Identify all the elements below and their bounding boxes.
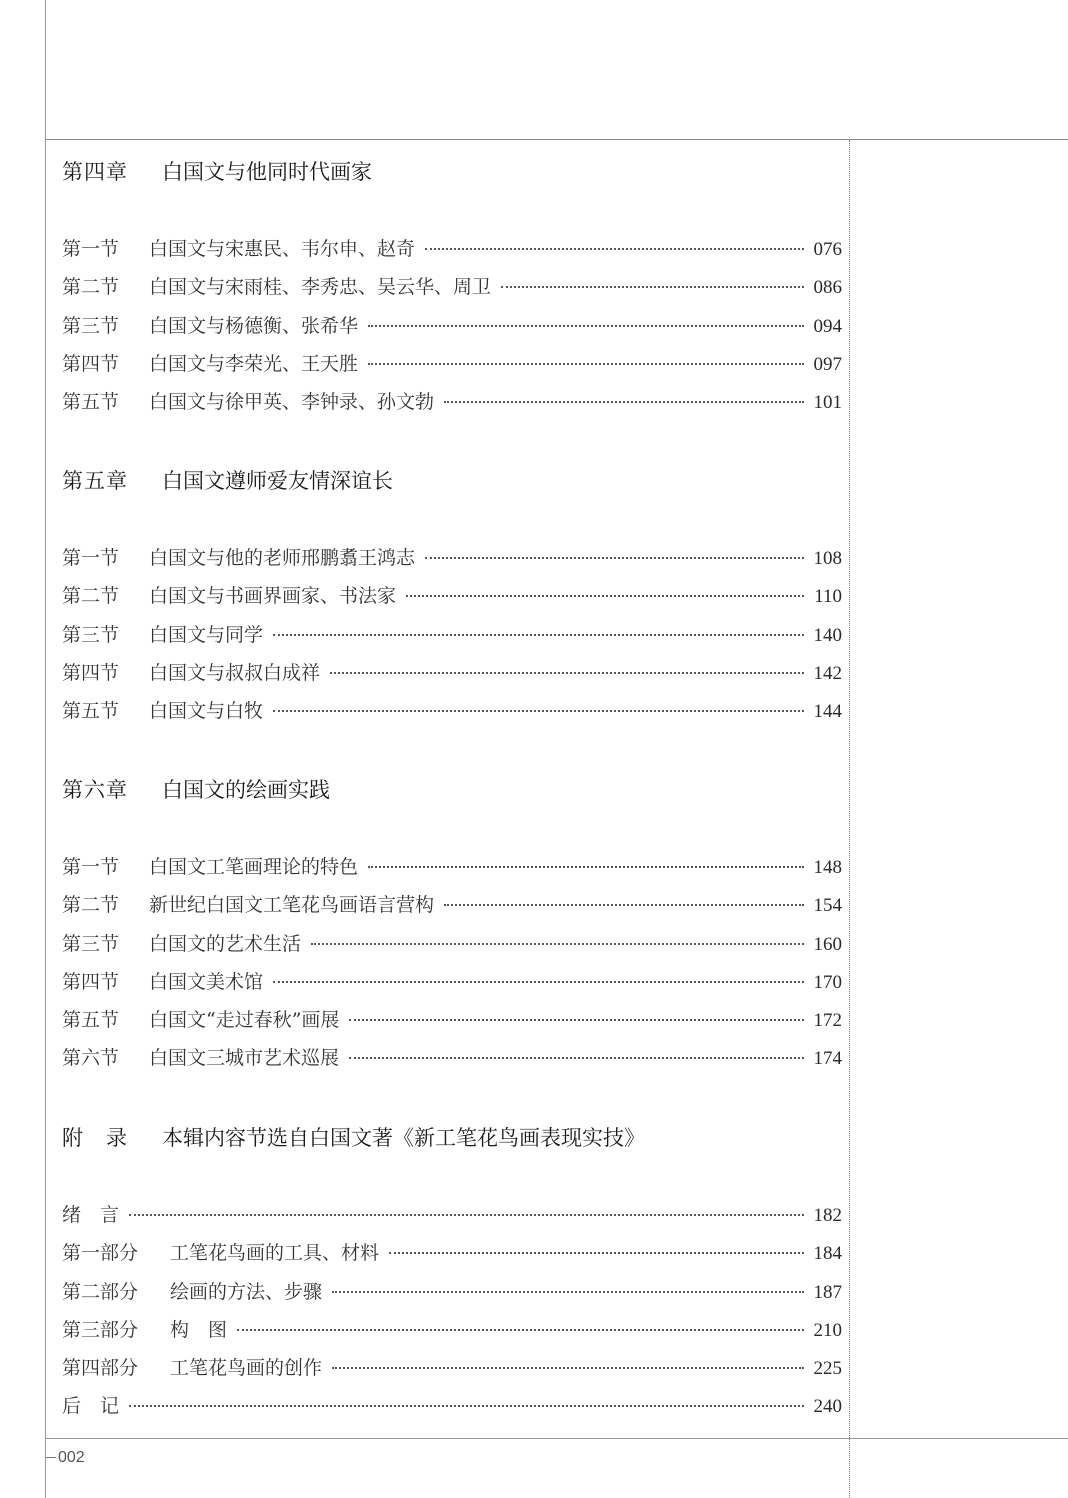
section-title: 白国文美术馆 [149, 970, 264, 993]
page-number: 154 [813, 895, 842, 917]
chapter-5 [62, 466, 842, 734]
dot-leader [349, 1019, 803, 1021]
page-number: 210 [813, 1319, 842, 1341]
toc-entry[interactable] [62, 581, 842, 619]
chapter-heading [62, 775, 842, 805]
chapter-6 [62, 775, 842, 1082]
toc-entry[interactable] [62, 349, 842, 387]
section-title: 白国文的艺术生活 [149, 932, 302, 955]
section-title: 工笔花鸟画的工具、材料 [170, 1242, 380, 1265]
dot-leader [129, 1214, 803, 1216]
toc-entry[interactable] [62, 696, 842, 734]
section-label: 第四部分 [62, 1357, 139, 1380]
section-title: 白国文与李荣光、王天胜 [149, 352, 359, 375]
section-title: 白国文“走过春秋”画展 [149, 1009, 340, 1032]
section-label: 第四节 [62, 970, 120, 993]
page-number: 110 [814, 586, 842, 608]
section-title: 白国文与徐甲英、李钟录、孙文勃 [149, 391, 435, 414]
dot-leader [237, 1329, 803, 1331]
section-label: 第二节 [62, 894, 120, 917]
page-number: 086 [813, 277, 842, 299]
page-number: 174 [813, 1048, 842, 1070]
dot-leader [444, 401, 803, 403]
section-title: 白国文三城市艺术巡展 [149, 1047, 340, 1070]
section-title: 白国文与宋雨桂、李秀忠、吴云华、周卫 [149, 276, 492, 299]
dot-leader [332, 1367, 803, 1369]
dot-leader [349, 1057, 803, 1059]
toc-entry[interactable] [62, 543, 842, 581]
section-title: 白国文与叔叔白成祥 [149, 661, 321, 684]
toc-entry[interactable] [62, 311, 842, 349]
section-label: 第四节 [62, 352, 120, 375]
dot-leader [273, 634, 803, 636]
page-number: 225 [813, 1358, 842, 1380]
section-label: 第一部分 [62, 1242, 139, 1265]
toc-entry[interactable] [62, 1043, 842, 1081]
toc-entry[interactable] [62, 1353, 842, 1391]
page-number: 240 [813, 1396, 842, 1418]
section-label: 第三节 [62, 932, 120, 955]
section-label: 第五节 [62, 391, 120, 414]
chapter-heading [62, 1123, 842, 1153]
section-title: 新世纪白国文工笔花鸟画语言营构 [149, 894, 435, 917]
chapter-title: 白国文与他同时代画家 [162, 160, 372, 184]
top-rule [45, 139, 1068, 140]
page-number: 097 [813, 353, 842, 375]
chapter-label: 第五章 [62, 469, 128, 493]
dot-leader [273, 981, 803, 983]
chapter-label: 附 录 [62, 1126, 128, 1150]
section-title: 白国文工笔画理论的特色 [149, 856, 359, 878]
page-number: 144 [813, 701, 842, 723]
toc-entry[interactable] [62, 1238, 842, 1276]
toc-entry[interactable] [62, 234, 842, 272]
dot-leader [311, 943, 803, 945]
chapter-4 [62, 157, 842, 425]
section-label: 第三部分 [62, 1318, 139, 1341]
chapter-heading [62, 466, 842, 496]
section-title: 白国文与书画界画家、书法家 [149, 585, 397, 608]
right-dotted-rule [849, 140, 850, 1498]
toc-entry[interactable] [62, 852, 842, 890]
section-list [62, 543, 842, 734]
toc-entry[interactable] [62, 1277, 842, 1315]
dot-leader [273, 710, 803, 712]
section-label: 第二部分 [62, 1280, 139, 1303]
page-number: 184 [813, 1243, 842, 1265]
toc-entry[interactable] [62, 387, 842, 425]
page-folio: 002 [46, 1449, 85, 1467]
section-title: 白国文与杨德衡、张希华 [149, 314, 359, 337]
dot-leader [368, 866, 803, 868]
page-number: 187 [813, 1281, 842, 1303]
dot-leader [389, 1252, 803, 1254]
page-number: 148 [813, 857, 842, 878]
section-label: 后 记 [62, 1395, 120, 1418]
section-label: 第一节 [62, 856, 120, 878]
page-number: 160 [813, 933, 842, 955]
section-title: 工笔花鸟画的创作 [170, 1357, 323, 1380]
section-list [62, 1200, 842, 1430]
page-number: 170 [813, 971, 842, 993]
dot-leader [330, 672, 803, 674]
dot-leader [425, 248, 803, 250]
page-number: 101 [813, 392, 842, 414]
dot-leader [129, 1405, 803, 1407]
page-number: 076 [813, 239, 842, 260]
page-number: 142 [813, 662, 842, 684]
toc-entry[interactable] [62, 967, 842, 1005]
section-label: 第三节 [62, 623, 120, 646]
appendix [62, 1123, 842, 1430]
toc-entry[interactable] [62, 1391, 842, 1429]
toc-entry[interactable] [62, 1005, 842, 1043]
section-list [62, 234, 842, 425]
chapter-title: 白国文的绘画实践 [162, 778, 330, 802]
section-label: 第四节 [62, 661, 120, 684]
toc-entry[interactable] [62, 929, 842, 967]
section-label: 第五节 [62, 700, 120, 723]
section-list [62, 852, 842, 1082]
section-title: 绘画的方法、步骤 [170, 1280, 323, 1303]
section-label: 第二节 [62, 276, 120, 299]
page-number: 108 [813, 548, 842, 569]
toc-entry[interactable] [62, 658, 842, 696]
page-number: 094 [813, 315, 842, 337]
dot-leader [332, 1291, 803, 1293]
section-label: 第六节 [62, 1047, 120, 1070]
section-label: 第二节 [62, 585, 120, 608]
toc-entry[interactable] [62, 1200, 842, 1238]
section-label: 第一节 [62, 547, 120, 569]
section-title: 白国文与白牧 [149, 700, 264, 723]
section-title: 白国文与同学 [149, 623, 264, 646]
page-number: 182 [813, 1205, 842, 1226]
dot-leader [501, 286, 803, 288]
dot-leader [368, 325, 803, 327]
section-title: 构 图 [170, 1318, 228, 1341]
section-label: 第五节 [62, 1009, 120, 1032]
toc-entry[interactable] [62, 1315, 842, 1353]
bottom-rule [45, 1438, 1068, 1439]
dot-leader [425, 557, 803, 559]
toc-entry[interactable] [62, 890, 842, 928]
chapter-label: 第六章 [62, 778, 128, 802]
left-margin-rule [45, 0, 46, 1498]
section-title: 白国文与宋惠民、韦尔申、赵奇 [149, 238, 416, 260]
section-label: 绪 言 [62, 1204, 120, 1226]
chapter-title: 本辑内容节选自白国文著《新工笔花鸟画表现实技》 [162, 1126, 645, 1150]
section-title: 白国文与他的老师邢鹏翥王鸿志 [149, 547, 416, 569]
dot-leader [406, 595, 804, 597]
page-number: 172 [813, 1010, 842, 1032]
chapter-label: 第四章 [62, 160, 128, 184]
chapter-title: 白国文遵师爱友情深谊长 [162, 469, 393, 493]
chapter-heading [62, 157, 842, 187]
section-label: 第一节 [62, 238, 120, 260]
toc-entry[interactable] [62, 272, 842, 310]
page-number: 140 [813, 624, 842, 646]
toc-entry[interactable] [62, 620, 842, 658]
dot-leader [368, 363, 803, 365]
section-label: 第三节 [62, 314, 120, 337]
dot-leader [444, 904, 803, 906]
